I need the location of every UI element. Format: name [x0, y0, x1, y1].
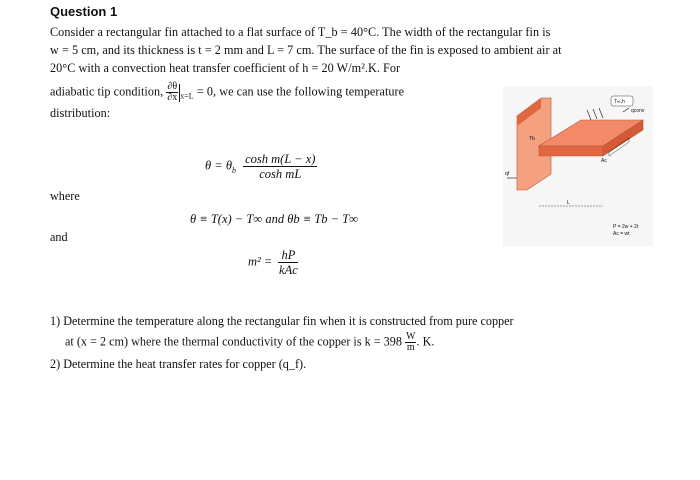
eq3-den: kAc	[279, 263, 298, 277]
partial-derivative	[166, 82, 178, 103]
area-label: Ac = wt	[613, 231, 630, 237]
partial-num: ∂θ	[167, 81, 178, 92]
eq3-num: hP	[278, 248, 298, 263]
q1-units-den: m	[406, 342, 415, 353]
intro-line-1: Consider a rectangular fin attached to a flat surface of T_b = 40°C. The width of the rectangular fin is	[50, 25, 551, 39]
eq1-lhs: θ = θ	[205, 158, 232, 173]
l-label: L	[567, 200, 570, 206]
eq1-lhs-sub: b	[231, 165, 236, 175]
intro-line-3: 20°C with a convection heat transfer coefficient of h = 20 W/m².K. For	[50, 61, 401, 75]
question-1-line-1: 1) Determine the temperature along the rectangular fin when it is constructed from pure copper	[50, 314, 514, 328]
rectangular-fin-diagram	[503, 86, 653, 246]
partial-den: ∂x	[167, 92, 178, 103]
question-title: Question 1	[50, 4, 118, 19]
perimeter-label: P = 2w + 2t	[613, 224, 639, 230]
and-label: and	[50, 230, 68, 244]
where-label: where	[50, 189, 80, 203]
adiabatic-text: adiabatic tip condition,	[50, 84, 164, 99]
temperature-distribution-equation	[205, 152, 317, 181]
q1-units-fraction	[405, 332, 416, 353]
eq3-lhs: m² =	[248, 254, 273, 269]
tb-label: Tb	[529, 136, 535, 142]
theta-definition-equation: θ ≡ T(x) − T∞ and θb ≡ Tb − T∞	[190, 212, 359, 226]
intro-line-5: distribution:	[50, 106, 111, 120]
q1-units-num: W	[406, 331, 416, 342]
fin-front-face	[539, 146, 603, 156]
question-1-line-2	[65, 332, 434, 353]
evaluation-sub: x=L	[180, 91, 194, 101]
q1-text: at (x = 2 cm) where the thermal conductivity of the copper is k = 398	[65, 334, 402, 349]
ac-label: Ac	[601, 158, 607, 164]
qconv-label: qconv	[631, 108, 645, 114]
q1-units-tail: . K.	[416, 334, 435, 349]
intro-line-2: w = 5 cm, and its thickness is t = 2 mm and L = 7 cm. The surface of the fin is exposed to ambient air at	[50, 43, 562, 57]
question-2: 2) Determine the heat transfer rates for copper (q_f).	[50, 357, 307, 371]
qf-label: qf	[505, 171, 510, 177]
m-squared-equation	[248, 248, 298, 277]
eq1-fraction	[243, 152, 317, 181]
eq1-den: cosh mL	[259, 167, 302, 181]
intro-line-4	[50, 82, 404, 103]
temperature-text: = 0, we can use the following temperature	[196, 84, 405, 99]
ambient-label: T∞,h	[614, 99, 625, 105]
eq3-fraction	[278, 248, 298, 277]
eq1-num: cosh m(L − x)	[245, 152, 316, 166]
